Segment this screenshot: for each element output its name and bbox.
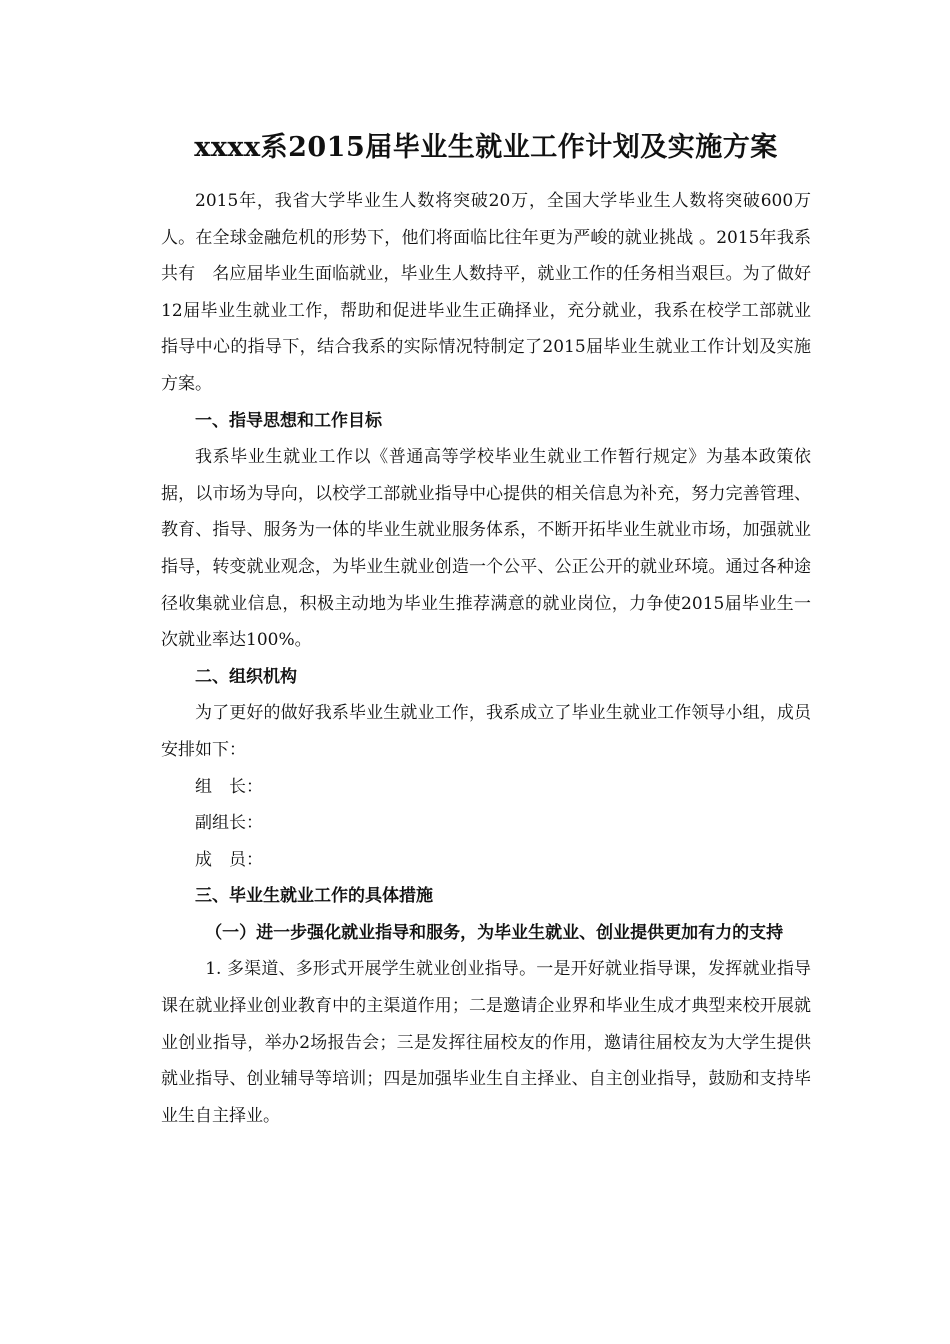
section-2-body: 为了更好的做好我系毕业生就业工作，我系成立了毕业生就业工作领导小组，成员安排如下： <box>161 703 811 760</box>
section-1-body: 我系毕业生就业工作以《普通高等学校毕业生就业工作暂行规定》为基本政策依据，以市场为导向，以校学工部就业指导中心提供的相关信息为补充，努力完善管理、教育、指导、服务为一体的毕业生就业服务体系，不断开拓毕业生就业市场，加强就业指导，转变就业观念，为毕业生就业创造一个公平、公正公开的就业环境。通过各种途径收集就业信息，积极主动地为毕业生推荐满意的就业岗位，力争使2015届毕业生一次就业率达100%。 <box>161 447 811 651</box>
section-2-heading: 二、组织机构 <box>195 666 297 687</box>
section-3-item-1: 1. 多渠道、多形式开展学生就业创业指导。一是开好就业指导课，发挥就业指导课在就业择业创业教育中的主渠道作用；二是邀请企业界和毕业生成才典型来校开展就业创业指导，举办2场报告会；三是发挥往届校友的作用，邀请往届校友为大学生提供就业指导、创业辅导等培训；四是加强毕业生自主择业、自主创业指导，鼓励和支持毕业生自主择业。 <box>161 959 811 1126</box>
intro-paragraph: 2015年，我省大学毕业生人数将突破20万，全国大学毕业生人数将突破600万人。在全球金融危机的形势下，他们将面临比往年更为严峻的就业挑战 。2015年我系共有 名应届毕业生面临就业，毕业生人数持平，就业工作的任务相当艰巨。为了做好12届毕业生就业工作，帮助和促进毕业生正确择业，充分就业，我系在校学工部就业指导中心的指导下，结合我系的实际情况特制定了2015届毕业生就业工作计划及实施方案。 <box>161 191 811 394</box>
section-3-heading: 三、毕业生就业工作的具体措施 <box>195 886 433 907</box>
section-3-subheading: （一）进一步强化就业指导和服务，为毕业生就业、创业提供更加有力的支持 <box>205 922 784 943</box>
member-members: 成 员： <box>195 849 263 870</box>
document-title: xxxx系2015届毕业生就业工作计划及实施方案 <box>194 132 778 163</box>
member-deputy-leader: 副组长： <box>195 813 263 834</box>
section-1-heading: 一、指导思想和工作目标 <box>195 410 382 431</box>
document-content <box>161 128 811 1134</box>
member-leader: 组 长： <box>195 776 263 797</box>
